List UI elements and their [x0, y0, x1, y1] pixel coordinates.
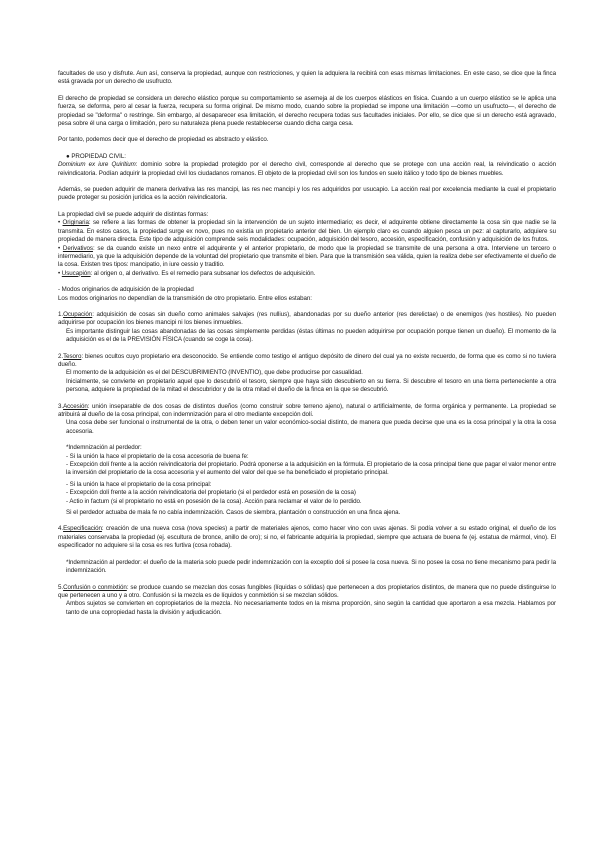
list-item	[58, 353, 556, 370]
paragraph: *Indemnización al perdedor:	[66, 444, 142, 452]
section-heading: ● PROPIEDAD CIVIL:	[66, 152, 126, 160]
item-number: 4.	[58, 525, 64, 533]
item-number: 2.	[58, 352, 64, 360]
list-item: • Derivativos: se da cuando existe un nexo entre el adquirente y el anterior propietario, de modo que la propiedad se transmite de una persona a otra. Interviene un tercero o intermediario, ya que la adquisición depende de la voluntad del propietario que transmite el bien. Para que la transmisión sea válida, quien la realiza debe ser efectivamente el dueño de la cosa. Existen tres tipos: mancipatio, in iure cessio y traditio.	[58, 244, 556, 269]
term-label: Ocupación	[63, 310, 93, 318]
term-label: Confusión o conmixtión	[63, 583, 127, 591]
item-number: 5.	[58, 583, 64, 591]
item-number: 1.	[58, 310, 64, 318]
paragraph: - Actio in factum (si el propietario no está en posesión de la cosa). Acción para reclamar el valor de lo perdido.	[66, 497, 362, 505]
paragraph: - Si la unión la hace el propietario de la cosa accesoria de buena fe:	[66, 452, 249, 460]
list-item: • Originaria: se refiere a las formas de obtener la propiedad sin la intervención de un sujeto intermediario; es decir, el adquirente obtiene directamente la cosa sin que nadie se la transmita. En estos casos, la propiedad surge ex novo, pues no existía un propietario anterior del bien. Un ejemplo claro es cuando alguien pesca un pez: al capturarlo, adquiere su propiedad de manera directa. Este tipo de adquisición comprende seis modalidades: ocupación, adquisición del tesoro, accesión, especificación, confusión y adquisición de los frutos.	[58, 219, 556, 244]
term-label: Dominium ex iure Quiritium	[58, 161, 136, 169]
paragraph: La propiedad civil se puede adquirir de distintas formas:	[58, 210, 209, 218]
paragraph: - Si la unión la hace el propietario de la cosa principal:	[66, 480, 212, 488]
paragraph: facultades de uso y disfrute. Aun así, conserva la propiedad, aunque con restricciones, y quien la adquiera la recibirá con esas mismas limitaciones. En este caso, se dice que la finca está gravada por un derecho de usufructo.	[58, 70, 556, 86]
paragraph	[58, 161, 556, 178]
term-label: Tesoro	[63, 352, 82, 360]
term-text: : creación de una nueva cosa (nova species) a partir de materiales ajenos, como hacer vino con uvas ajenas. Si podía volver a su estado original, el dueño de los materiales conservaba la propiedad (ej. escultura de bronce, anillo de oro); si no, el fabricante adquiría la propiedad, siempre que actuara de buena fe (ej. estatua de mármol, vino). El especificador no adquiere si la cosa es res furtiva (cosa robada).	[58, 525, 556, 550]
term-label: Accesión	[63, 402, 88, 410]
list-item	[58, 525, 556, 550]
document-page	[58, 70, 556, 617]
term-text: : al origen o, al derivativo. Es el remedio para subsanar los defectos de adquisición.	[90, 269, 316, 277]
paragraph: Una cosa debe ser funcional o instrumental de la otra, o deben tener un valor económico-social distinto, de manera que pueda decirse que una es la cosa principal y la otra la cosa accesoria.	[66, 419, 556, 435]
paragraph: - Excepción dolí frente a la acción reivindicatoria del propietario. Podrá oponerse a la adquisición en la fórmula. El propietario de la cosa principal tiene que pagar el valor menor entre la inversión del propietario de la cosa accesoria y el aumento del valor del que se ha beneficiado el propietario principal.	[66, 461, 556, 477]
term-text: : adquisición de cosas sin dueño como animales salvajes (res nullius), abandonadas por su dueño anterior (res derelictae) o de enemigos (res hostiles). No pueden adquirirse por ocupación los bienes mancipi ni los bienes inmuebles.	[58, 310, 556, 327]
item-number: 3.	[58, 402, 64, 410]
list-item	[58, 403, 556, 420]
term-text: : se produce cuando se mezclan dos cosas fungibles (líquidas o sólidas) que pertenecen a dos propietarios distintos, de manera que no puede distinguirse lo que pertenecen a uno y a otro. Confusión si la mezcla es de líquidos y conmixtión si se mezclan sólidos.	[58, 583, 556, 599]
term-text: : dominio sobre la propiedad protegido por el derecho civil, corresponde al derecho que se protege con una acción real, la reivindicatio o acción reivindicatoria. Podían adquirir la propiedad civil los ciudadanos romanos. El objeto de la propiedad civil son los fundos en suelo itálico y todo tipo de bienes muebles.	[58, 161, 556, 177]
term-label: Originaria	[62, 219, 89, 227]
paragraph: Ambos sujetos se convierten en copropietarios de la mezcla. No necesariamente todos en la misma proporción, sino según la cantidad que aportaron a esa mezcla. Hablamos por tanto de una copropiedad hasta la división y adjudicación.	[66, 600, 556, 616]
paragraph: Los modos originarios no dependían de la transmisión de otro propietario. Entre ellos estaban:	[58, 294, 312, 302]
term-text: : se refiere a las formas de obtener la propiedad sin la intervención de un sujeto intermediario; es decir, el adquirente obtiene directamente la cosa sin que nadie se la transmita. En estos casos, la propiedad surge ex novo, pues no existía un propietario anterior del bien. Un ejemplo claro es cuando alguien pesca un pez: al capturarlo, adquiere su propiedad de manera directa. Este tipo de adquisición comprende seis modalidades: ocupación, adquisición del tesoro, accesión, especificación, confusión y adquisición de los frutos.	[58, 219, 556, 244]
paragraph: Es importante distinguir las cosas abandonadas de las cosas simplemente perdidas (éstas últimas no pueden adquirirse por ocupación porque tienen un dueño). El momento de la adquisición es el de la PREVISIÓN FÍSICA (cuando se coge la cosa).	[66, 327, 556, 344]
section-heading: - Modos originarios de adquisición de la propiedad	[58, 286, 194, 294]
paragraph: *Indemnización al perdedor: el dueño de la materia solo puede pedir indemnización con la exceptio doli si posee la cosa nueva. Si no posee la cosa no tiene mecanismo para pedir la indemnización.	[66, 558, 556, 575]
paragraph: El derecho de propiedad se considera un derecho elástico porque su comportamiento se asemeja al de los cuerpos elásticos en física. Cuando a un cuerpo elástico se le aplica una fuerza, se deforma, pero al cesar la fuerza, recupera su forma original. De mismo modo, cuando sobre la propiedad se impone una limitación —como un usufructo—, el derecho de propiedad se "deforma" o restringe. Sin embargo, al desaparecer esa limitación, el derecho recupera todas sus facultades iniciales. Por ello, se dice que si un derecho está agravado, pesa sobre él una carga o limitación, pero su naturaleza plena puede restablecerse cuando dicha carga cesa.	[58, 94, 556, 128]
paragraph: Además, se pueden adquirir de manera derivativa las res mancipi, las res nec mancipi y los res adquiridos por usucapio. La acción real por excelencia mediante la cual el propietario puede proteger su posición jurídica es la acción reivindicatoria.	[58, 186, 556, 202]
term-label: Usucapión	[61, 269, 91, 277]
paragraph: El momento de la adquisición es el del DESCUBRIMIENTO (INVENTIO), que debe producirse por casualidad.	[66, 369, 363, 377]
paragraph: Inicialmente, se convierte en propietario aquel que lo descubrió el tesoro, siempre que haya sido descubierto en su tierra. Si descubre el tesoro en una tierra perteneciente a otra persona, adquiere la propiedad de la mitad el descubridor y de la otra mitad el dueño de la finca en la que se descubrió.	[66, 377, 556, 394]
paragraph: Si el perdedor actuaba de mala fe no cabía indemnización. Casos de siembra, plantación o construcción en una finca ajena.	[66, 509, 401, 517]
term-text: : se da cuando existe un nexo entre el adquirente y el anterior propietario, de modo que la propiedad se transmite de una persona a otra. Interviene un tercero o intermediario, ya que la adquisición depende de la voluntad del propietario que transmite el bien. Para que la transmisión sea válida, quien la realiza debe ser efectivamente el dueño de la cosa. Existen tres tipos: mancipatio, in iure cessio y traditio.	[58, 244, 556, 269]
term-label: Especificación	[63, 525, 102, 533]
term-label: Derivativos	[62, 244, 93, 252]
list-item: • Usucapión: al origen o, al derivativo. Es el remedio para subsanar los defectos de adquisición.	[58, 269, 316, 277]
list-item	[58, 584, 556, 601]
term-text: : bienes ocultos cuyo propietario era desconocido. Se entiende como testigo el antiguo depósito de dinero del cual ya no existe recuerdo, de forma que es como si no tuviera dueño.	[58, 352, 556, 368]
paragraph: - Excepción dolí frente a la acción reivindicatoria del propietario (si el perdedor está en posesión de la cosa)	[66, 489, 356, 497]
term-text: : unión inseparable de dos cosas de distintos dueños (como construir sobre terreno ajeno), natural o artificialmente, de forma orgánica y permanente. La propiedad se atribuirá al dueño de la cosa principal, con indemnización para el otro mediante excepción dolí.	[58, 402, 556, 418]
paragraph: Por tanto, podemos decir que el derecho de propiedad es abstracto y elástico.	[58, 136, 269, 144]
list-item	[58, 311, 556, 328]
